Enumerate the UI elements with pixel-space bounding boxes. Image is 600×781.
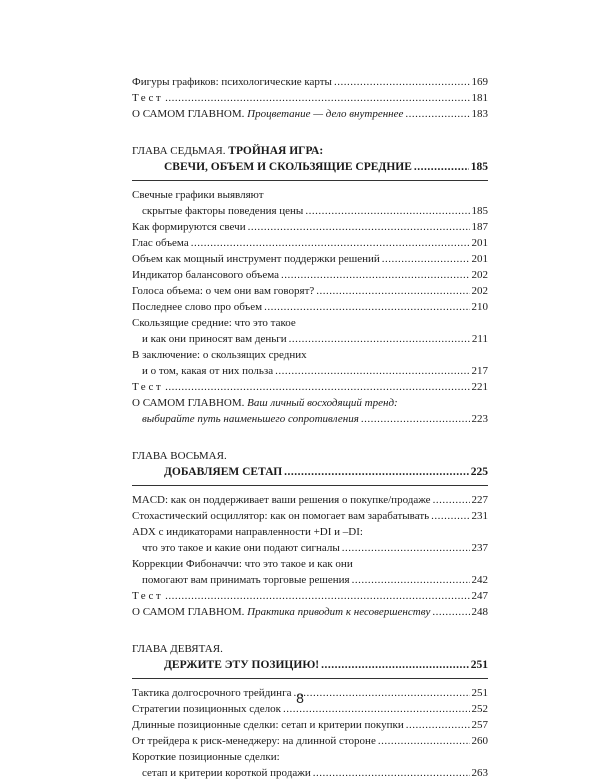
chapter-7	[132, 144, 488, 427]
leader-dots	[289, 331, 470, 347]
toc-entry-page: 183	[471, 108, 488, 120]
toc-entry-page: 211	[471, 333, 488, 345]
leader-dots	[305, 203, 469, 219]
toc-entry-page: 201	[471, 253, 488, 265]
toc-entry-title: Последнее слово про объем	[132, 301, 263, 313]
toc-entry-title: Глас объема	[132, 237, 189, 249]
chapter-title-part1: ТРОЙНАЯ ИГРА:	[228, 145, 324, 157]
toc-entry-page: 181	[471, 92, 488, 104]
toc-entry-italic: Процветание — дело внутреннее	[247, 108, 404, 120]
toc-entry-page: 221	[471, 381, 488, 393]
toc-entry[interactable]	[132, 733, 488, 749]
leader-dots	[165, 379, 469, 395]
toc-entry-page: 251	[471, 687, 488, 699]
leader-dots	[284, 464, 469, 481]
toc-entry-page: 185	[471, 205, 488, 217]
chapter-divider	[132, 180, 488, 181]
toc-entry-line2: и как они приносят вам деньги	[142, 333, 287, 345]
toc-entry[interactable]	[132, 379, 488, 395]
leader-dots	[321, 657, 469, 674]
toc-entry-title	[132, 604, 430, 620]
chapter-page: 185	[470, 161, 488, 173]
toc-entry-line2: что это такое и какие они подают сигналы	[142, 542, 340, 554]
chapter-9	[132, 642, 488, 781]
toc-entry-page: 231	[471, 510, 488, 522]
toc-entry-title	[132, 106, 403, 122]
toc-entry-title: Стохастический осциллятор: как он помогает вам зарабатывать	[132, 510, 430, 522]
leader-dots	[165, 90, 469, 106]
toc-entry-line2: сетап и критерии короткой продажи	[142, 767, 311, 779]
toc-entry-page: 210	[471, 301, 488, 313]
chapter-page: 251	[470, 659, 488, 671]
toc-entry[interactable]	[132, 588, 488, 604]
toc-entry-page: 227	[471, 494, 488, 506]
leader-dots	[432, 604, 469, 620]
toc-entry[interactable]	[132, 299, 488, 315]
leader-dots	[191, 235, 470, 251]
toc-entry-page: 248	[471, 606, 488, 618]
leader-dots	[334, 74, 470, 90]
toc-entry[interactable]	[132, 347, 488, 379]
toc-entry-page: 202	[471, 269, 488, 281]
chapter-label: ГЛАВА ВОСЬМАЯ.	[132, 450, 227, 462]
toc-entry-line2: скрытые факторы поведения цены	[142, 205, 304, 217]
chapter-label: ГЛАВА СЕДЬМАЯ.	[132, 145, 226, 157]
toc-entry[interactable]	[132, 283, 488, 299]
toc-entry[interactable]	[132, 106, 488, 122]
toc-entry-title: От трейдера к риск-менеджеру: на длинной стороне	[132, 735, 376, 747]
leader-dots	[431, 508, 469, 524]
toc-entry-line1: В заключение: о скользящих средних	[132, 349, 307, 361]
toc-entry[interactable]	[132, 187, 488, 219]
toc-entry-title: Тактика долгосрочного трейдинга	[132, 687, 292, 699]
toc-entry-prefix: О САМОМ ГЛАВНОМ.	[132, 108, 248, 120]
leader-dots	[433, 492, 470, 508]
toc-entry-title: MACD: как он поддерживает ваши решения о покупке/продаже	[132, 494, 431, 506]
leader-dots	[316, 283, 469, 299]
chapter6-tail	[132, 74, 488, 122]
toc-entry-title: Тест	[132, 381, 164, 393]
toc-entry-italic: Ваш личный восходящий тренд:	[247, 397, 398, 409]
leader-dots	[406, 717, 470, 733]
chapter-title-row[interactable]	[132, 657, 488, 674]
toc-entry[interactable]	[132, 90, 488, 106]
leader-dots	[264, 299, 469, 315]
toc-entry-prefix: О САМОМ ГЛАВНОМ.	[132, 606, 248, 618]
leader-dots	[378, 733, 470, 749]
chapter-page: 225	[470, 466, 488, 478]
toc-entry-page: 257	[471, 719, 488, 731]
toc-entry[interactable]	[132, 604, 488, 620]
toc-entry-page: 202	[471, 285, 488, 297]
toc-entry-line2: и о том, какая от них польза	[142, 365, 274, 377]
toc-entry-title: Объем как мощный инструмент поддержки решений	[132, 253, 380, 265]
toc-entry-title: Стратегии позиционных сделок	[132, 703, 281, 715]
toc-entry-line1: Коррекции Фибоначчи: что это такое и как они	[132, 558, 353, 570]
toc-entry-title: Голоса объема: о чем они вам говорят?	[132, 285, 315, 297]
leader-dots	[405, 106, 469, 122]
toc-entry-title: Длинные позиционные сделки: сетап и критерии покупки	[132, 719, 404, 731]
leader-dots	[414, 159, 469, 176]
toc-entry-title: Тест	[132, 92, 164, 104]
toc-entry[interactable]	[132, 556, 488, 588]
chapter-title: СВЕЧИ, ОБЪЕМ И СКОЛЬЗЯЩИЕ СРЕДНИЕ	[164, 161, 412, 173]
chapter-title: ДОБАВЛЯЕМ СЕТАП	[164, 466, 283, 478]
toc-entry-page: 217	[471, 365, 488, 377]
leader-dots	[342, 540, 470, 556]
toc-entry-title: Индикатор балансового объема	[132, 269, 279, 281]
toc-entry-line1	[132, 395, 488, 411]
chapter-divider	[132, 678, 488, 679]
toc-entry-title: Фигуры графиков: психологические карты	[132, 76, 332, 88]
leader-dots	[313, 765, 470, 781]
toc-entry-title: Как формируются свечи	[132, 221, 246, 233]
toc-entry[interactable]	[132, 508, 488, 524]
chapter-8	[132, 449, 488, 620]
toc-entry-page: 187	[471, 221, 488, 233]
toc-entry[interactable]	[132, 267, 488, 283]
chapter-title-row[interactable]	[132, 159, 488, 176]
toc-entry-title: Тест	[132, 590, 164, 602]
toc-entry-page: 260	[471, 735, 488, 747]
toc-entry-line1: Скользящие средние: что это такое	[132, 317, 296, 329]
leader-dots	[281, 267, 470, 283]
leader-dots	[352, 572, 470, 588]
toc-entry[interactable]	[132, 235, 488, 251]
toc-entry-page: 247	[471, 590, 488, 602]
chapter-title: ДЕРЖИТЕ ЭТУ ПОЗИЦИЮ!	[164, 659, 320, 671]
toc-entry[interactable]	[132, 749, 488, 781]
toc-entry-line2: помогают вам принимать торговые решения	[142, 574, 350, 586]
toc-entry-page: 201	[471, 237, 488, 249]
toc-entry-page: 263	[471, 767, 488, 779]
toc-entry-line1: Свечные графики выявляют	[132, 189, 264, 201]
toc-entry[interactable]	[132, 492, 488, 508]
toc-entry-italic: Практика приводит к несовершенству	[247, 606, 431, 618]
leader-dots	[248, 219, 470, 235]
toc-entry-prefix: О САМОМ ГЛАВНОМ.	[132, 397, 248, 409]
leader-dots	[275, 363, 469, 379]
toc-entry[interactable]	[132, 524, 488, 556]
toc-entry[interactable]	[132, 219, 488, 235]
toc-entry-page: 169	[471, 76, 488, 88]
toc-entry[interactable]	[132, 315, 488, 347]
toc-entry-page: 252	[471, 703, 488, 715]
table-of-contents	[132, 74, 488, 781]
chapter-heading-line	[132, 144, 488, 159]
toc-entry[interactable]	[132, 395, 488, 427]
toc-entry-page: 237	[471, 542, 488, 554]
toc-entry-page: 242	[471, 574, 488, 586]
chapter-divider	[132, 485, 488, 486]
toc-entry-line1: Короткие позиционные сделки:	[132, 751, 280, 763]
toc-entry-page: 223	[471, 413, 488, 425]
leader-dots	[382, 251, 470, 267]
toc-entry-line1: ADX с индикаторами направленности +DI и –DI:	[132, 526, 363, 538]
toc-entry[interactable]	[132, 74, 488, 90]
leader-dots	[165, 588, 469, 604]
toc-entry[interactable]	[132, 251, 488, 267]
page-number: 8	[296, 690, 304, 706]
chapter-label: ГЛАВА ДЕВЯТАЯ.	[132, 643, 223, 655]
leader-dots	[361, 411, 470, 427]
toc-entry-line2: выбирайте путь наименьшего сопротивления	[142, 413, 359, 425]
chapter-title-row[interactable]	[132, 464, 488, 481]
toc-entry[interactable]	[132, 717, 488, 733]
